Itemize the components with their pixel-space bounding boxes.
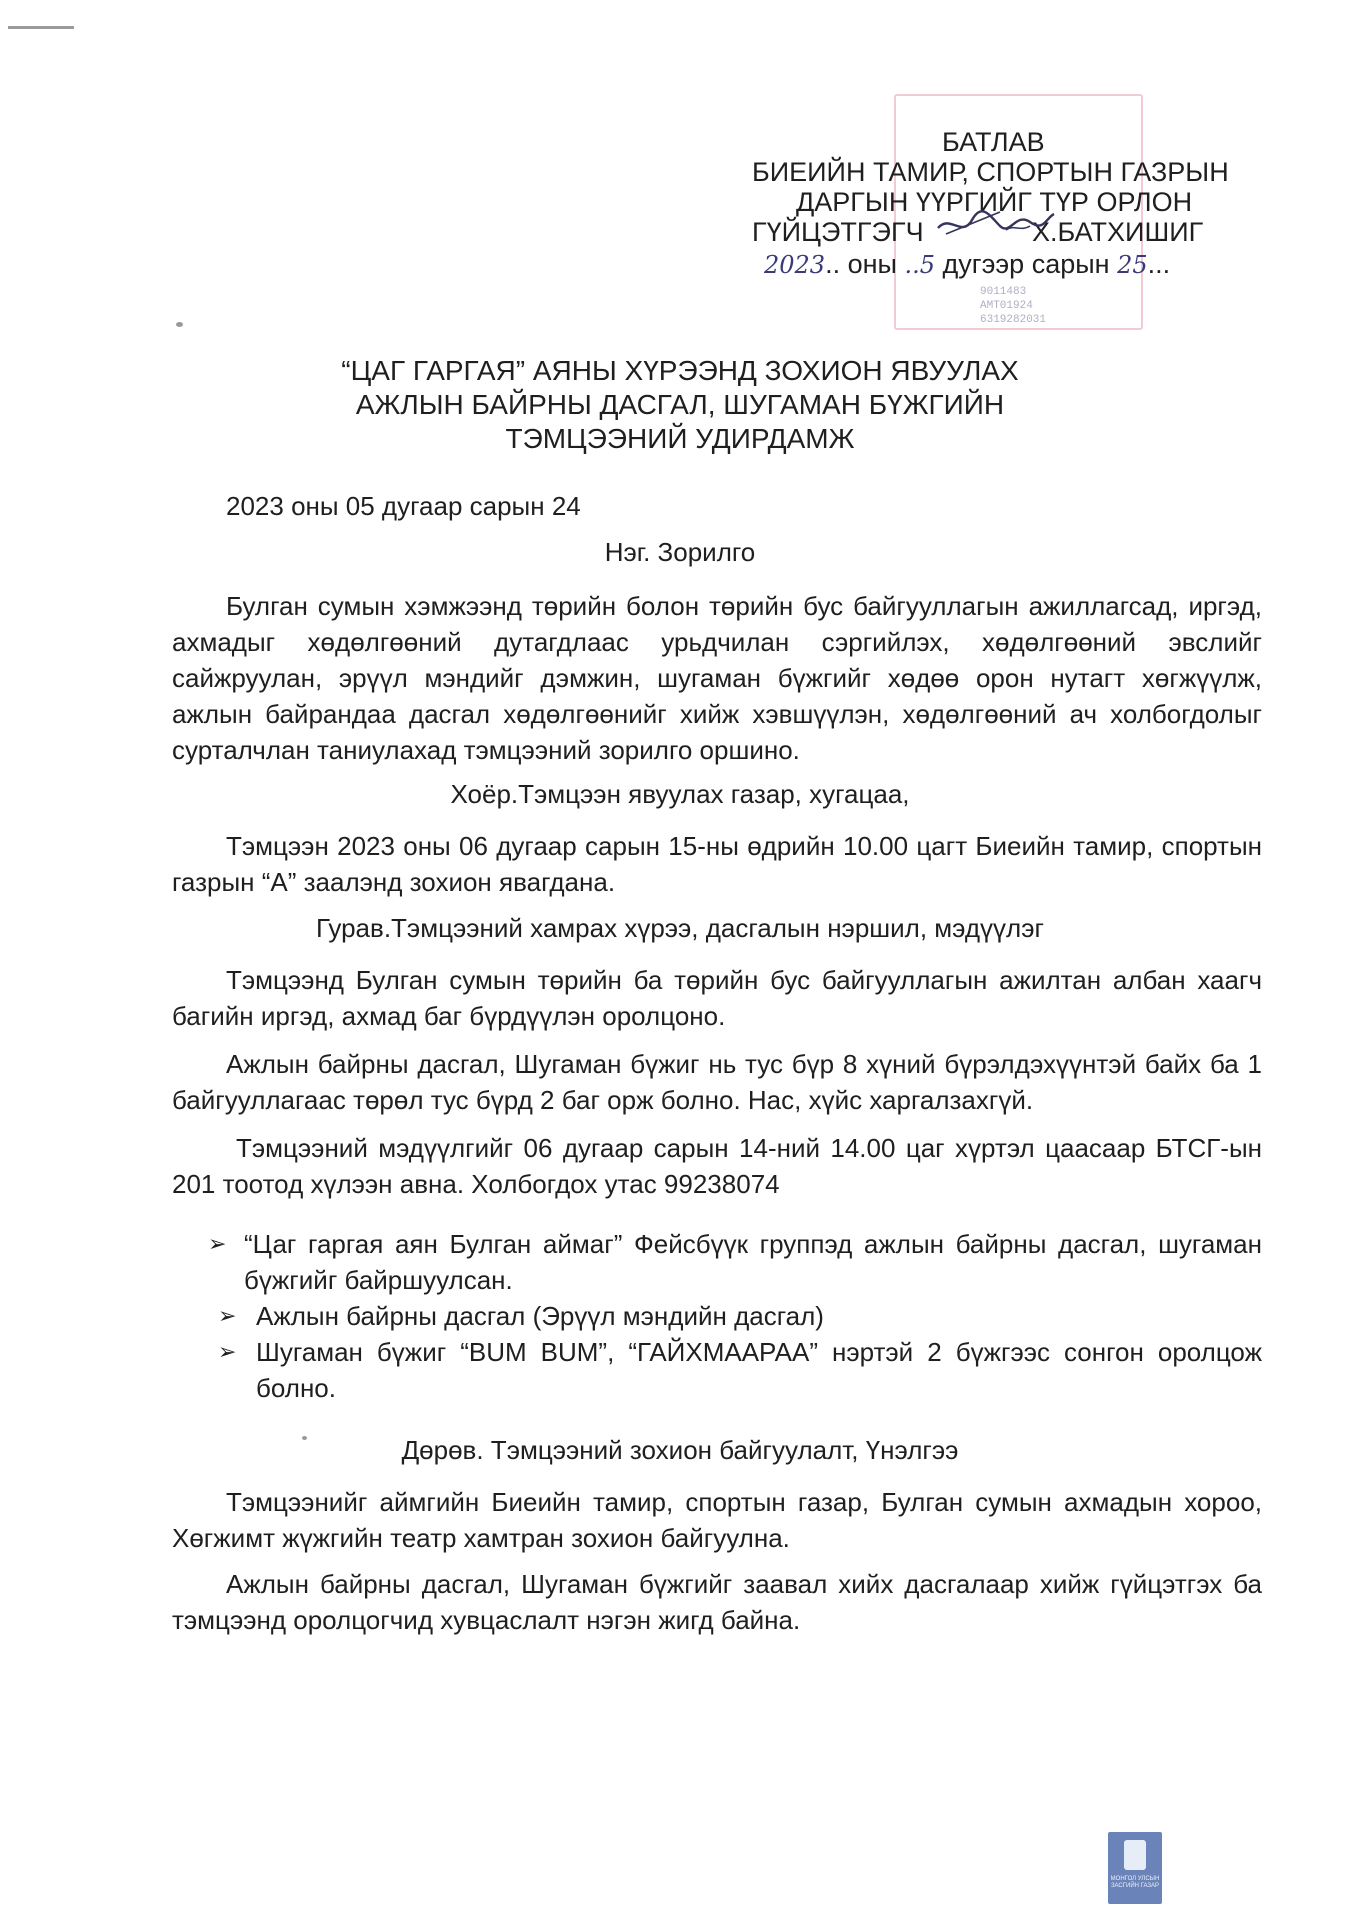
soyombo-icon (1124, 1840, 1146, 1870)
document-title-line: ТЭМЦЭЭНИЙ УДИРДАМЖ (505, 423, 855, 454)
section-paragraph: Тэмцээн 2023 оны 06 дугаар сарын 15-ны өдрийн 10.00 цагт Биеийн тамир, спортын газрын “А” заалэнд зохион явагдана. (172, 831, 1262, 897)
section-paragraph: Тэмцээний мэдүүлгийг 06 дугаар сарын 14-ний 14.00 цаг хүртэл цаасаар БТСГ-ын 201 тоотод хүлээн авна. Холбогдох утас 99238074 (172, 1133, 1262, 1199)
section-heading: Дөрөв. Тэмцээний зохион байгуулалт, Үнэлгээ (401, 1435, 959, 1465)
government-emblem (1108, 1832, 1162, 1904)
approval-role: ДАРГЫН ҮҮРГИЙГ ТҮР ОРЛОН (796, 187, 1193, 217)
scan-speck (176, 322, 183, 327)
approval-org: БИЕИЙН ТАМИР, СПОРТЫН ГАЗРЫН (752, 157, 1229, 187)
scan-mark (8, 26, 74, 29)
section-paragraph: Ажлын байрны дасгал, Шугаман бүжгийг заавал хийх дасгалаар хийж гүйцэтгэх ба тэмцээнд оролцогчид хувцаслалт нэгэн жигд байна. (172, 1569, 1262, 1635)
arrow-bullet-icon: ➢ (218, 1339, 237, 1364)
bullet-text: Шугаман бүжиг “BUM BUM”, “ГАЙХМААРАА” нэртэй 2 бүжгээс сонгон оролцож болно. (256, 1337, 1262, 1403)
section-paragraph: Тэмцээнийг аймгийн Биеийн тамир, спортын газар, Булган сумын ахмадын хороо, Хөгжимт жүжгийн театр хамтран зохион байгуулна. (172, 1487, 1262, 1553)
section-heading: Нэг. Зорилго (604, 537, 756, 567)
bullet-item (218, 1334, 1262, 1406)
handwritten-year: 2023 (764, 251, 826, 279)
handwritten-month: ..5 (904, 251, 935, 279)
approval-heading: БАТЛАВ (942, 127, 1045, 157)
section-heading: Хоёр.Тэмцээн явуулах газар, хугацаа, (450, 779, 910, 809)
stamp-line: АМТ01924 (980, 300, 1033, 312)
stamp-line: 9011483 (980, 286, 1027, 298)
approval-date: 2023.. оны ..5 дугээр сарын 25... (764, 249, 1171, 279)
section-paragraph: Булган сумын хэмжээнд төрийн болон төрийн бус байгууллагын ажиллагсад, иргэд, ахмадыг хөдөлгөөний дутагдлаас урьдчилан сэргийлэх, хөдөлгөөний эвслийг сайжруулан, эрүүл мэндийг дэмжин, шугаман бүжгийг хөдөө орон нутагт хөгжүүлж, ажлын байрандаа дасгал хөдөлгөөнийг хийж хэвшүүлэн, хөдөлгөөний ач холбогдолыг сурталчлан таниулахад тэмцээний зорилго оршино. (172, 591, 1262, 765)
document-title-line: АЖЛЫН БАЙРНЫ ДАСГАЛ, ШУГАМАН БҮЖГИЙН (355, 389, 1005, 420)
emblem-caption: МОНГОЛ УЛСЫН ЗАСГИЙН ГАЗАР (1110, 1876, 1160, 1889)
stamp-line: 6319282031 (980, 314, 1047, 326)
approval-role-cont: ГҮЙЦЭТГЭГЧ (752, 217, 924, 247)
handwritten-day: 25 (1117, 251, 1148, 279)
bullet-item (218, 1298, 1262, 1334)
arrow-bullet-icon: ➢ (208, 1231, 227, 1256)
arrow-bullet-icon: ➢ (218, 1303, 237, 1328)
approval-signer-name: Х.БАТХИШИГ (1032, 217, 1204, 247)
bullet-item (208, 1226, 1262, 1298)
document-title-line: “ЦАГ ГАРГАЯ” АЯНЫ ХҮРЭЭНД ЗОХИОН ЯВУУЛАХ (341, 355, 1019, 386)
document-date: 2023 оны 05 дугаар сарын 24 (226, 491, 581, 521)
approval-block (720, 126, 1240, 286)
section-paragraph: Тэмцээнд Булган сумын төрийн ба төрийн бус байгууллагын ажилтан албан хаагч багийн иргэд, ахмад баг бүрдүүлэн оролцоно. (172, 965, 1262, 1031)
bullet-text: “Цаг гаргая аян Булган аймаг” Фейсбүүк группэд ажлын байрны дасгал, шугаман бүжгийг байршуулсан. (244, 1229, 1262, 1295)
section-paragraph: Ажлын байрны дасгал, Шугаман бүжиг нь тус бүр 8 хүний бүрэлдэхүүнтэй байх ба 1 байгууллагаас төрөл тус бүрд 2 баг орж болно. Нас, хүйс харгалзахгүй. (172, 1049, 1262, 1115)
bullet-text: Ажлын байрны дасгал (Эрүүл мэндийн дасгал) (256, 1301, 824, 1331)
section-heading: Гурав.Тэмцээний хамрах хүрээ, дасгалын нэршил, мэдүүлэг (316, 913, 1044, 943)
